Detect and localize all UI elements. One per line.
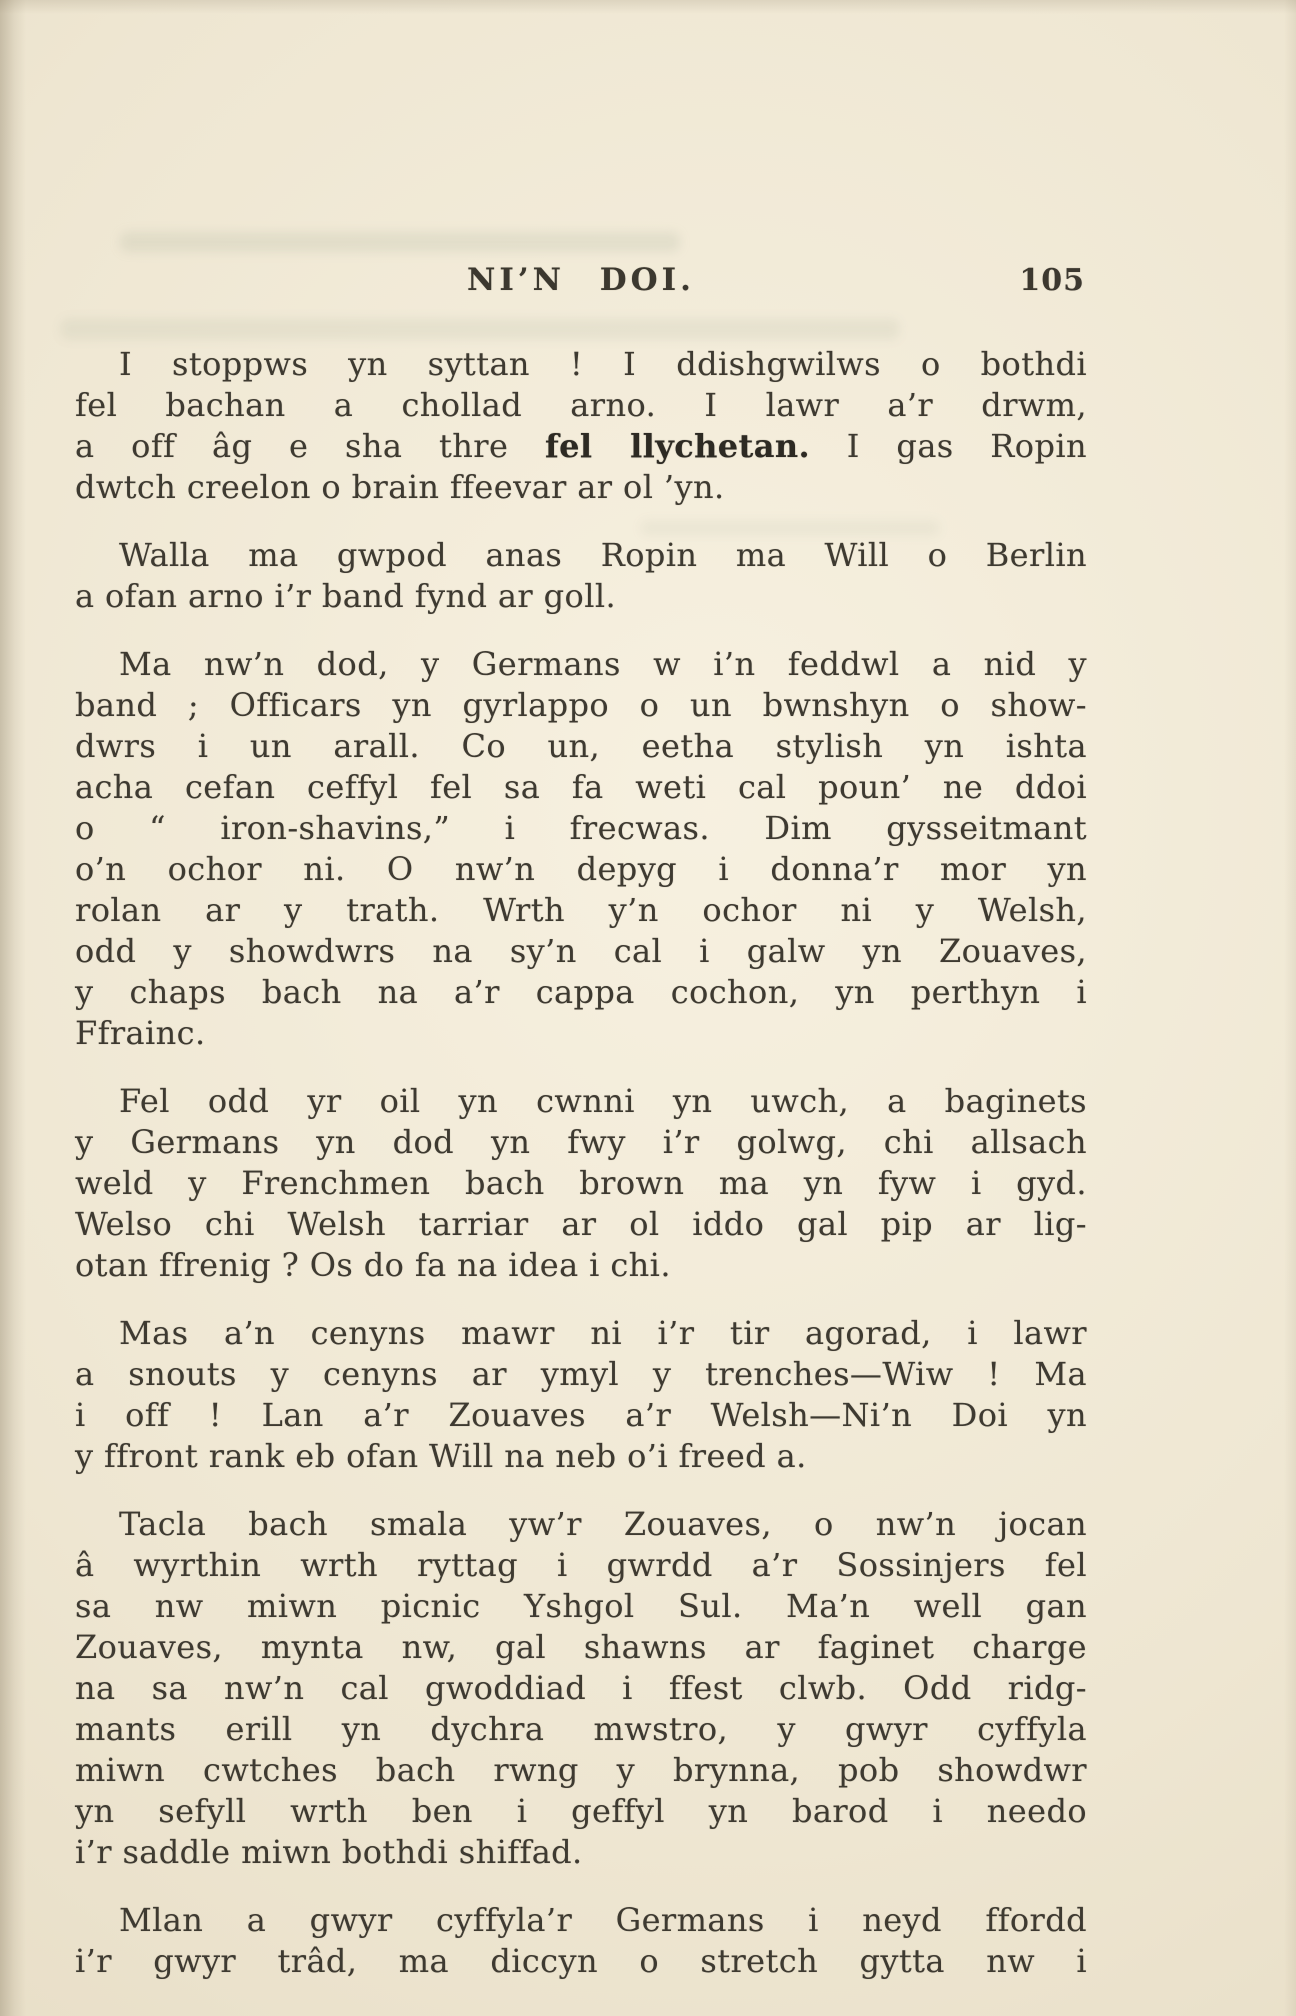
paragraph-1 xyxy=(75,344,1087,508)
show-through-smudge xyxy=(120,232,680,252)
page-edge-shadow-left xyxy=(0,0,26,2016)
text-line: y chaps bach na a’r cappa cochon, yn perthyn i xyxy=(75,973,1087,1011)
text-line: acha cefan ceffyl fel sa fa weti cal poun’ ne ddoi xyxy=(75,768,1087,806)
paragraph-2 xyxy=(75,535,1087,617)
text-block xyxy=(75,344,1087,1982)
text-line: Mlan a gwyr cyffyla’r Germans i neyd ffordd xyxy=(119,1901,1087,1939)
text-line: Walla ma gwpod anas Ropin ma Will o Berlin xyxy=(119,536,1087,574)
text-line: a snouts y cenyns ar ymyl y trenches—Wiw ! Ma xyxy=(75,1355,1087,1393)
text-line: mants erill yn dychra mwstro, y gwyr cyffyla xyxy=(75,1710,1087,1748)
text-line: y Germans yn dod yn fwy i’r golwg, chi allsach xyxy=(75,1123,1087,1161)
paragraph-4 xyxy=(75,1081,1087,1286)
paragraph-6 xyxy=(75,1504,1087,1873)
text-line: band ; Officars yn gyrlappo o un bwnshyn o show- xyxy=(75,686,1087,724)
text-line: Tacla bach smala yw’r Zouaves, o nw’n jocan xyxy=(119,1505,1087,1543)
text-line: Welso chi Welsh tarriar ar ol iddo gal pip ar lig- xyxy=(75,1205,1087,1243)
text-line: I stoppws yn syttan ! I ddishgwilws o bothdi xyxy=(119,345,1087,383)
paragraph-7 xyxy=(75,1900,1087,1982)
show-through-smudge xyxy=(60,318,900,340)
text-line: Ma nw’n dod, y Germans w i’n feddwl a nid y xyxy=(119,645,1087,683)
text-line: i’r gwyr trâd, ma diccyn o stretch gytta nw i xyxy=(75,1942,1087,1980)
paragraph-3 xyxy=(75,644,1087,1054)
text-line: dwrs i un arall. Co un, eetha stylish yn ishta xyxy=(75,727,1087,765)
text-line: Fel odd yr oil yn cwnni yn uwch, a baginets xyxy=(119,1082,1087,1120)
text-line: yn sefyll wrth ben i geffyl yn barod i needo xyxy=(75,1792,1087,1830)
text-line: otan ffrenig ? Os do fa na idea i chi. xyxy=(75,1246,671,1284)
text-line: o’n ochor ni. O nw’n depyg i donna’r mor yn xyxy=(75,850,1087,888)
running-title: NI’N DOI. xyxy=(467,262,695,298)
text-line: dwtch creelon o brain ffeevar ar ol ’yn. xyxy=(75,468,725,506)
page-edge-shadow-top xyxy=(0,0,1296,14)
text-line: Ffrainc. xyxy=(75,1014,206,1052)
text-line: i’r saddle miwn bothdi shiffad. xyxy=(75,1833,583,1871)
text-line: odd y showdwrs na sy’n cal i galw yn Zouaves, xyxy=(75,932,1087,970)
text-line: i off ! Lan a’r Zouaves a’r Welsh—Ni’n Doi yn xyxy=(75,1396,1087,1434)
text-line: Zouaves, mynta nw, gal shawns ar faginet charge xyxy=(75,1628,1087,1666)
text-line: weld y Frenchmen bach brown ma yn fyw i gyd. xyxy=(75,1164,1087,1202)
text-line: y ffront rank eb ofan Will na neb o’i freed a. xyxy=(75,1437,807,1475)
text-line: fel bachan a chollad arno. I lawr a’r drwm, xyxy=(75,386,1087,424)
page-header xyxy=(75,262,1087,302)
text-line: Mas a’n cenyns mawr ni i’r tir agorad, i lawr xyxy=(119,1314,1087,1352)
page-edge-shadow-right xyxy=(1284,0,1296,2016)
text-line: rolan ar y trath. Wrth y’n ochor ni y Welsh, xyxy=(75,891,1087,929)
text-line: na sa nw’n cal gwoddiad i ffest clwb. Odd ridg- xyxy=(75,1669,1087,1707)
text-line: a off âg e sha thre fel llychetan. I gas Ropin xyxy=(75,427,1087,465)
text-line: â wyrthin wrth ryttag i gwrdd a’r Sossinjers fel xyxy=(75,1546,1087,1584)
page-number: 105 xyxy=(1019,263,1085,298)
paragraph-5 xyxy=(75,1313,1087,1477)
text-line: miwn cwtches bach rwng y brynna, pob showdwr xyxy=(75,1751,1087,1789)
text-line: sa nw miwn picnic Yshgol Sul. Ma’n well gan xyxy=(75,1587,1087,1625)
text-line: a ofan arno i’r band fynd ar goll. xyxy=(75,577,617,615)
text-line: o “ iron-shavins,” i frecwas. Dim gysseitmant xyxy=(75,809,1087,847)
